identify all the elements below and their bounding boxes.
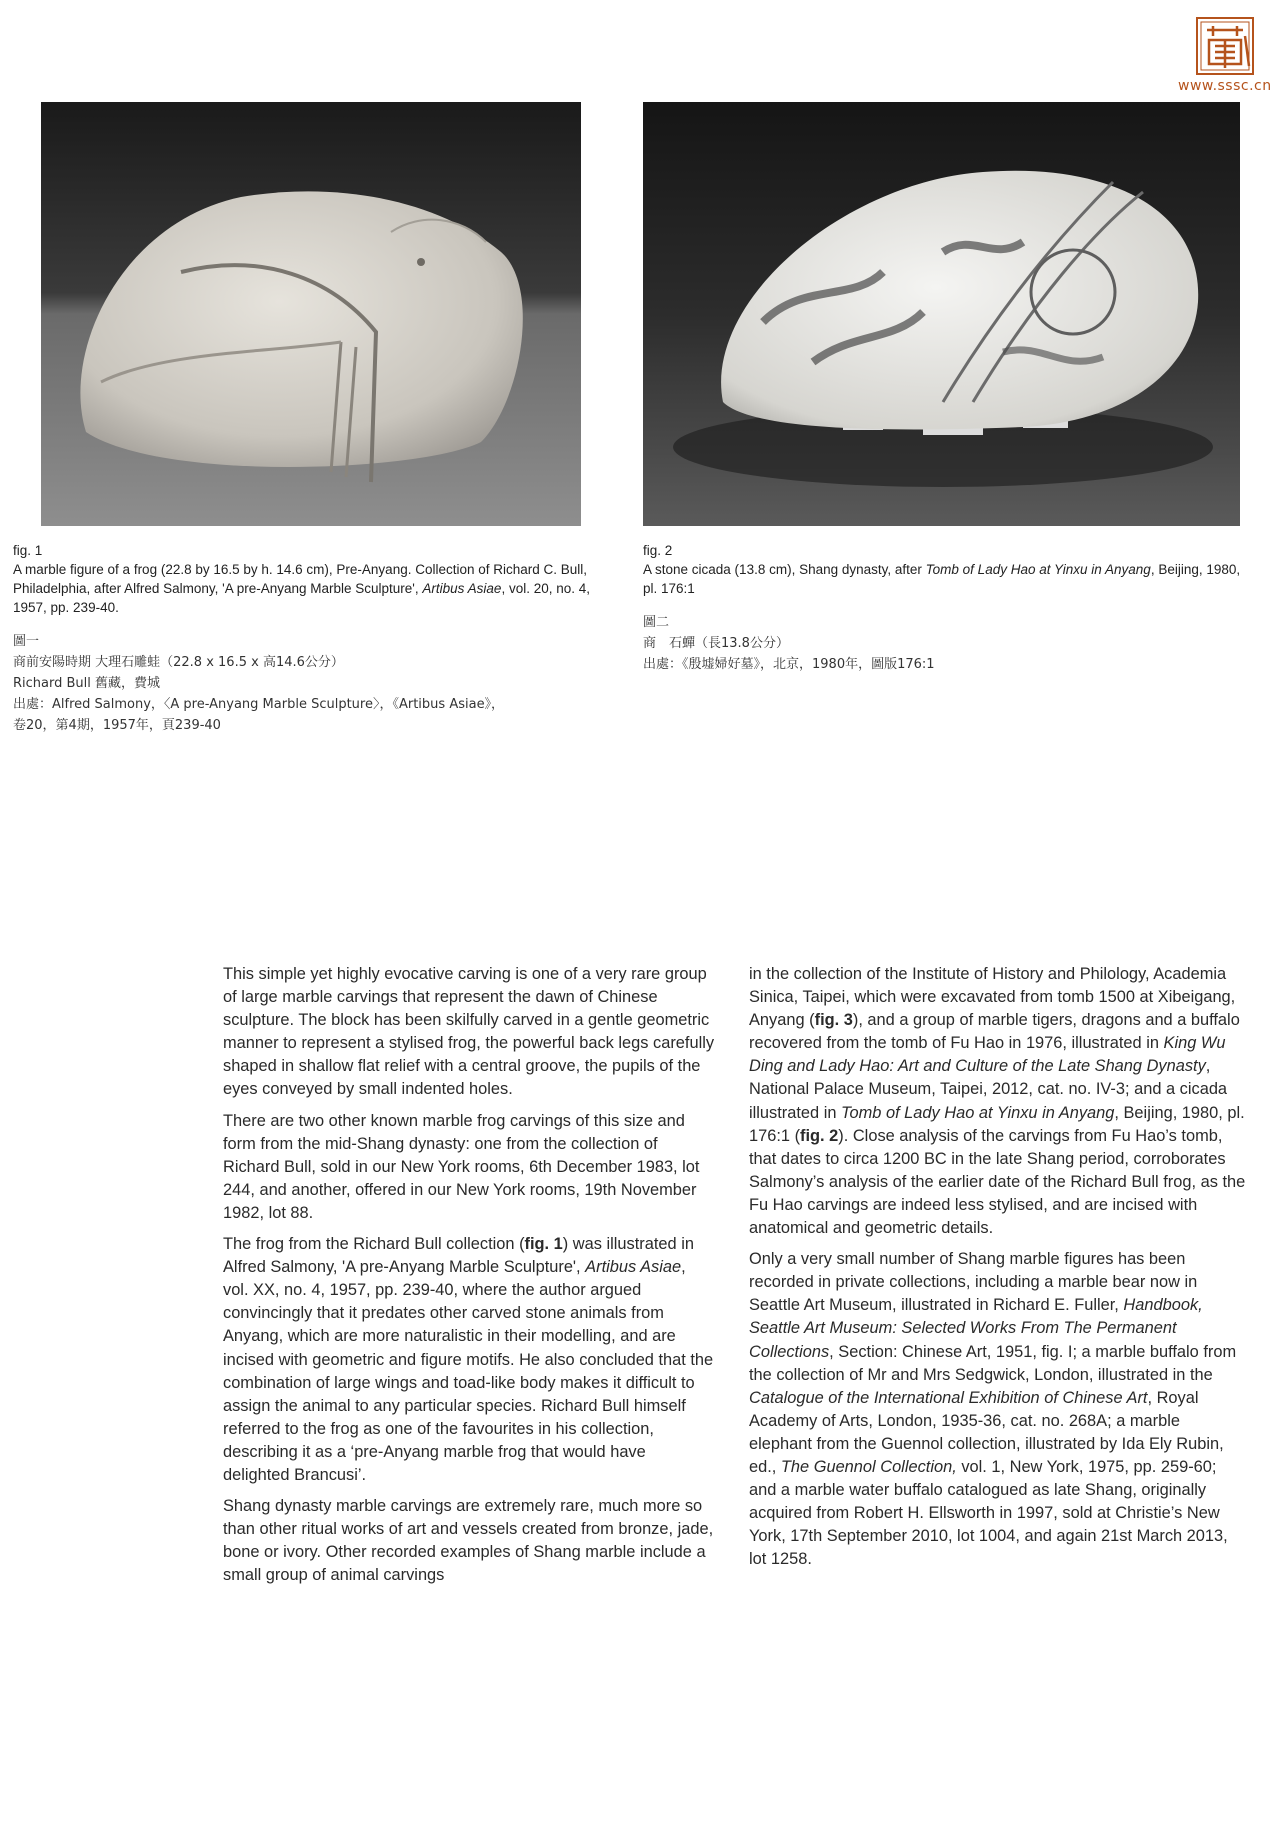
fig1-caption-chinese: 圖一 商前安陽時期 大理石雕蛙（22.8 x 16.5 x 高14.6公分） Richard Bull 舊藏，費城 出處：Alfred Salmony，〈A pre-Anyang Marble Sculpture〉，《Artibus Asiae》， 卷20，第4期，1957年，頁239-40: [13, 634, 505, 733]
fig2-caption-text: A stone cicada (13.8 cm), Shang dynasty, after Tomb of Lady Hao at Yinxu in Anyang, Beijing, 1980, pl. 176:1: [643, 562, 1241, 596]
fig2-label: fig. 2: [643, 543, 673, 558]
collection-seal-logo: [1195, 16, 1255, 76]
paragraph: in the collection of the Institute of History and Philology, Academia Sinica, Taipei, which were excavated from tomb 1500 at Xibeigang, Anyang (fig. 3), and a group of marble tigers, dragons and a buffalo recovered from the tomb of Fu Hao in 1976, illustrated in King Wu Ding and Lady Hao: Art and Culture of the Late Shang Dynasty, National Palace Museum, Taipei, 2012, cat. no. IV-3; and a cicada illustrated in Tomb of Lady Hao at Yinxu in Anyang, Beijing, 1980, pl. 176:1 (fig. 2). Close analysis of the carvings from Fu Hao’s tomb, that dates to circa 1200 BC in the late Shang period, corroborates Salmony’s analysis of the earlier date of the Richard Bull frog, as the Fu Hao carvings are indeed less stylised, and are incised with anatomical and geometric details.: [749, 965, 1246, 1238]
paragraph: Only a very small number of Shang marble figures has been recorded in private collections, including a marble bear now in Seattle Art Museum, illustrated in Richard E. Fuller, Handbook, Seattle Art Museum: Selected Works From The Permanent Collections, Section: Chinese Art, 1951, fig. I; a marble buffalo from the collection of Mr and Mrs Sedgwick, London, illustrated in the Catalogue of the International Exhibition of Chinese Art, Royal Academy of Arts, London, 1935-36, cat. no. 268A; a marble elephant from the Guennol collection, illustrated by Ida Ely Rubin, ed., The Guennol Collection, vol. 1, New York, 1975, pp. 259-60; and a marble water buffalo catalogued as late Shang, originally acquired from Robert H. Ellsworth in 1997, sold at Christie’s New York, 17th September 2010, lot 1004, and again 21st March 2013, lot 1258.: [749, 1250, 1237, 1569]
paragraph: This simple yet highly evocative carving is one of a very rare group of large marble carvings that represent the dawn of Chinese sculpture. The block has been skilfully carved in a gentle geometric manner to represent a stylised frog, the powerful back legs carefully shaped in shallow flat relief with a central groove, the pupils of the eyes conveyed by small indented holes.: [223, 965, 715, 1099]
fig1-frog-photo: [41, 102, 581, 526]
body-column-right: [749, 963, 1246, 1579]
fig1-label: fig. 1: [13, 543, 43, 558]
fig2-cicada-photo: [643, 102, 1240, 526]
paragraph: There are two other known marble frog carvings of this size and form from the mid-Shang dynasty: one from the collection of Richard Bull, sold in our New York rooms, 6th December 1983, lot 244, and another, offered in our New York rooms, 19th November 1982, lot 88.: [223, 1111, 700, 1222]
paragraph: Shang dynasty marble carvings are extremely rare, much more so than other ritual works of art and vessels created from bronze, jade, bone or ivory. Other recorded examples of Shang marble include a small group of animal carvings: [223, 1497, 714, 1585]
body-column-left: [223, 963, 715, 1595]
fig1-caption: [13, 541, 613, 736]
site-url[interactable]: www.sssc.cn: [1178, 78, 1272, 94]
fig2-caption-chinese: 圖二 商 石蟬（長13.8公分） 出處：《殷墟婦好墓》，北京，1980年，圖版176:1: [643, 615, 935, 672]
paragraph: The frog from the Richard Bull collection (fig. 1) was illustrated in Alfred Salmony, 'A pre-Anyang Marble Sculpture', Artibus Asiae, vol. XX, no. 4, 1957, pp. 239-40, where the author argued convincingly that it predates other carved stone animals from Anyang, which are more naturalistic in their modelling, and are incised with geometric and figure motifs. He also concluded that the combination of large wings and toad-like body makes it difficult to assign the animal to any particular species. Richard Bull himself referred to the frog as one of the favourites in his collection, describing it as a ‘pre-Anyang marble frog that would have delighted Brancusi’.: [223, 1235, 714, 1484]
fig1-caption-text: A marble figure of a frog (22.8 by 16.5 by h. 14.6 cm), Pre-Anyang. Collection of Richard C. Bull, Philadelphia, after Alfred Salmony, 'A pre-Anyang Marble Sculpture', Artibus Asiae, vol. 20, no. 4, 1957, pp. 239-40.: [13, 562, 590, 615]
fig2-caption: [643, 541, 1243, 675]
